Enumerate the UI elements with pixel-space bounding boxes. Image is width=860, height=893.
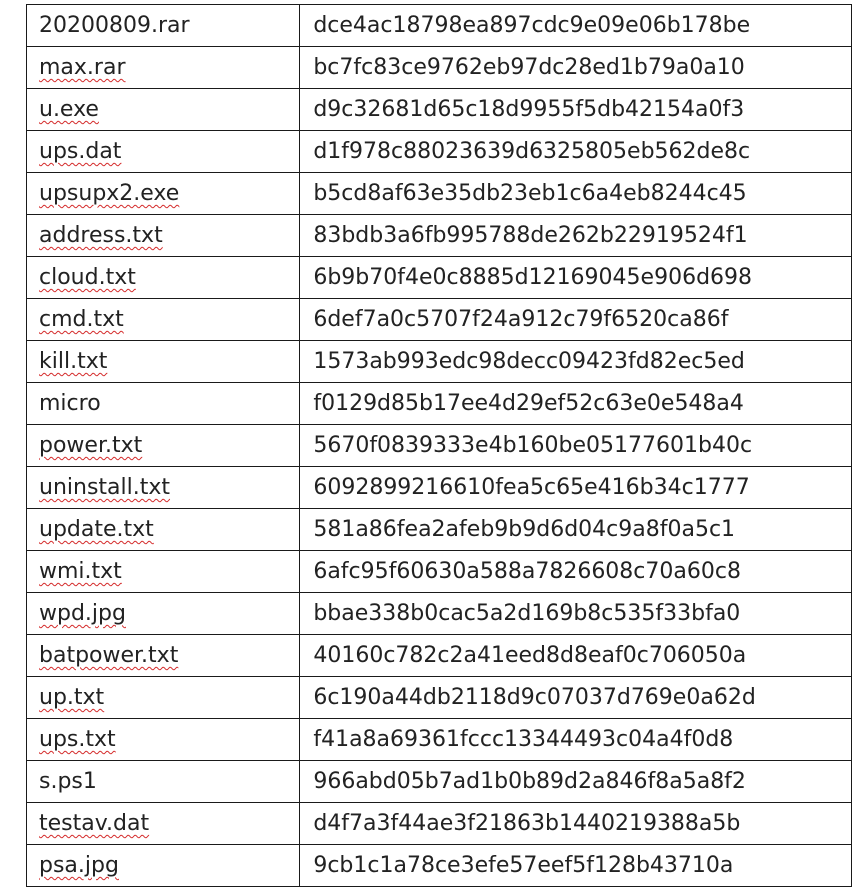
filename-text: ups.txt [39,727,116,752]
hash-text: d1f978c88023639d6325805eb562de8c [313,139,751,164]
hash-text: 83bdb3a6fb995788de262b22919524f1 [313,223,748,248]
table-row [27,761,852,803]
hash-text: 1573ab993edc98decc09423fd82ec5ed [313,349,745,374]
hash-text: f41a8a69361fccc13344493c04a4f0d8 [313,727,734,752]
filename-text: wpd.jpg [39,601,126,626]
filename-cell[interactable] [27,719,300,761]
filename-text: psa.jpg [39,853,119,878]
filename-text: up.txt [39,685,105,710]
hash-cell[interactable] [300,803,852,845]
filename-cell[interactable] [27,425,300,467]
hash-cell[interactable] [300,509,852,551]
hash-cell[interactable] [300,5,852,47]
hash-text: b5cd8af63e35db23eb1c6a4eb8244c45 [313,181,747,206]
filename-cell[interactable] [27,173,300,215]
hash-text: 966abd05b7ad1b0b89d2a846f8a5a8f2 [313,769,746,794]
hash-cell[interactable] [300,47,852,89]
hash-text: 6def7a0c5707f24a912c79f6520ca86f [313,307,729,332]
filename-cell[interactable] [27,677,300,719]
table-row [27,845,852,887]
filename-text: max.rar [39,55,126,80]
table-row [27,257,852,299]
hash-cell[interactable] [300,467,852,509]
hash-cell[interactable] [300,341,852,383]
table-row [27,719,852,761]
table-row [27,299,852,341]
table-row [27,47,852,89]
filename-cell[interactable] [27,467,300,509]
filename-text: u.exe [39,97,99,122]
filename-cell[interactable] [27,131,300,173]
hash-cell[interactable] [300,257,852,299]
filename-text: power.txt [39,433,143,458]
filename-cell[interactable] [27,845,300,887]
hash-cell[interactable] [300,845,852,887]
hash-cell[interactable] [300,719,852,761]
filename-text: 20200809.rar [39,13,190,38]
filename-cell[interactable] [27,551,300,593]
filename-cell[interactable] [27,299,300,341]
filename-cell[interactable] [27,89,300,131]
filename-cell[interactable] [27,5,300,47]
table-row [27,551,852,593]
hash-cell[interactable] [300,299,852,341]
filename-text: ups.dat [39,139,122,164]
filename-cell[interactable] [27,761,300,803]
table-row [27,593,852,635]
hash-text: 6092899216610fea5c65e416b34c1777 [313,475,750,500]
filename-cell[interactable] [27,383,300,425]
hash-cell[interactable] [300,593,852,635]
filename-text: testav.dat [39,811,150,836]
hash-text: 6c190a44db2118d9c07037d769e0a62d [313,685,756,710]
hash-cell[interactable] [300,761,852,803]
hash-text: bc7fc83ce9762eb97dc28ed1b79a0a10 [313,55,745,80]
filename-cell[interactable] [27,215,300,257]
file-hash-table [26,4,852,887]
hash-cell[interactable] [300,425,852,467]
filename-text: upsupx2.exe [39,181,180,206]
filename-text: batpower.txt [39,643,179,668]
hash-cell[interactable] [300,635,852,677]
hash-text: bbae338b0cac5a2d169b8c535f33bfa0 [313,601,741,626]
filename-text: s.ps1 [39,769,97,794]
table-row [27,509,852,551]
table-row [27,215,852,257]
hash-text: f0129d85b17ee4d29ef52c63e0e548a4 [313,391,744,416]
table-row [27,425,852,467]
table-row [27,5,852,47]
hash-text: 581a86fea2afeb9b9d6d04c9a8f0a5c1 [313,517,736,542]
table-row [27,677,852,719]
hash-text: 40160c782c2a41eed8d8eaf0c706050a [313,643,747,668]
hash-cell[interactable] [300,215,852,257]
table-row [27,173,852,215]
filename-text: uninstall.txt [39,475,171,500]
table-row [27,467,852,509]
hash-text: d9c32681d65c18d9955f5db42154a0f3 [313,97,745,122]
hash-text: 6afc95f60630a588a7826608c70a60c8 [313,559,741,584]
filename-cell[interactable] [27,593,300,635]
table-row [27,383,852,425]
filename-cell[interactable] [27,47,300,89]
filename-text: address.txt [39,223,163,248]
hash-cell[interactable] [300,551,852,593]
hash-cell[interactable] [300,677,852,719]
filename-text: update.txt [39,517,154,542]
filename-cell[interactable] [27,803,300,845]
filename-text: wmi.txt [39,559,122,584]
hash-text: 9cb1c1a78ce3efe57eef5f128b43710a [313,853,734,878]
table-row [27,803,852,845]
filename-cell[interactable] [27,635,300,677]
file-hash-table-body [27,5,852,887]
table-row [27,635,852,677]
table-row [27,131,852,173]
filename-cell[interactable] [27,257,300,299]
table-row [27,89,852,131]
filename-cell[interactable] [27,509,300,551]
hash-cell[interactable] [300,383,852,425]
filename-cell[interactable] [27,341,300,383]
hash-text: dce4ac18798ea897cdc9e09e06b178be [313,13,751,38]
hash-text: d4f7a3f44ae3f21863b1440219388a5b [313,811,741,836]
filename-text: cmd.txt [39,307,124,332]
hash-text: 5670f0839333e4b160be05177601b40c [313,433,753,458]
filename-text: cloud.txt [39,265,136,290]
filename-text: micro [39,391,101,416]
filename-text: kill.txt [39,349,108,374]
hash-text: 6b9b70f4e0c8885d12169045e906d698 [313,265,753,290]
hash-cell[interactable] [300,131,852,173]
table-row [27,341,852,383]
hash-cell[interactable] [300,173,852,215]
hash-cell[interactable] [300,89,852,131]
